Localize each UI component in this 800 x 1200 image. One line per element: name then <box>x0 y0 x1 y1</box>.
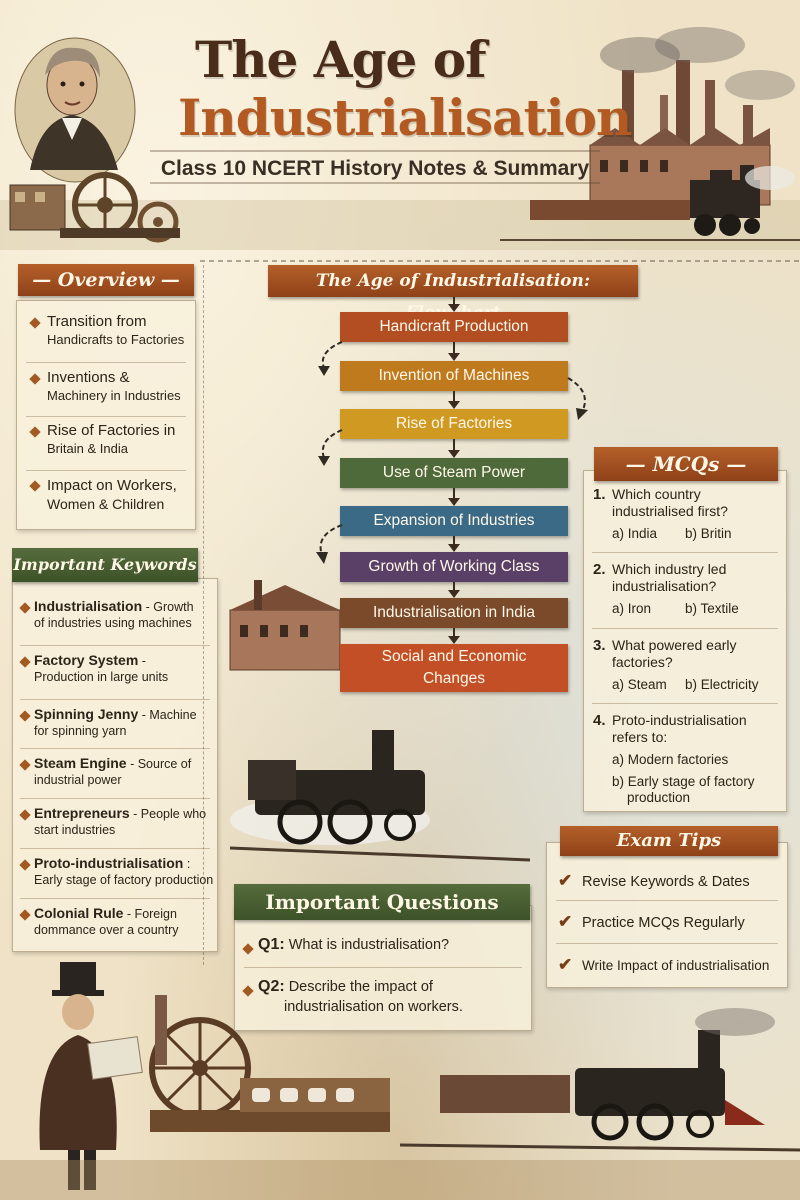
arrowhead-icon <box>576 408 588 420</box>
mcq-question: industrialised first? <box>612 503 728 519</box>
mcq-option-b: production <box>627 790 691 805</box>
arrowhead-icon <box>448 636 460 644</box>
question-item: Q1: What is industrialisation? <box>258 936 450 953</box>
divider <box>20 898 210 899</box>
divider <box>20 798 210 799</box>
check-icon: ✔ <box>558 912 573 931</box>
column-divider <box>203 265 204 965</box>
mcq-question: refers to: <box>612 729 668 745</box>
keyword-item: Factory System - Production in large units <box>34 652 169 684</box>
flowchart-curved-arrows <box>300 320 610 580</box>
exam-tips-heading: Exam Tips <box>560 826 778 856</box>
overview-item: Impact on Workers, Women & Children <box>47 477 177 512</box>
divider <box>20 699 210 700</box>
overview-item: Transition from Handicrafts to Factories <box>47 313 185 347</box>
arrowhead-icon <box>318 456 330 466</box>
divider <box>592 703 778 704</box>
arrowhead-icon <box>448 304 460 312</box>
mcq-option-b: b) Early stage of factory <box>612 774 755 789</box>
mcq-question: What powered early <box>612 637 737 653</box>
check-icon: ✔ <box>558 871 573 890</box>
flowchart-step: Industrialisation in India <box>340 598 568 628</box>
locomotive-illustration <box>230 730 530 860</box>
arrowhead-icon <box>448 590 460 598</box>
flowchart-step: Expansion of Industries <box>340 506 568 536</box>
keyword-item: Colonial Rule - Foreign dommance over a country <box>34 905 179 937</box>
divider <box>26 416 186 417</box>
keyword-item: Entrepreneurs - People who start industries <box>34 805 207 837</box>
page-title-line1: The Age of <box>195 30 486 89</box>
divider <box>556 900 778 901</box>
divider <box>20 748 210 749</box>
heading-rule <box>200 260 800 262</box>
flowchart-step: Handicraft Production <box>340 312 568 342</box>
arrowhead-icon <box>318 366 330 376</box>
flowchart-step: Growth of Working Class <box>340 552 568 582</box>
gentleman-illustration <box>39 962 142 1190</box>
check-icon: ✔ <box>558 955 573 974</box>
mcq-option-b: b) Electricity <box>685 677 759 692</box>
divider <box>26 470 186 471</box>
question-item: Q2: Describe the impact of industrialisation on workers. <box>258 978 463 1015</box>
divider <box>244 967 522 968</box>
portrait-illustration <box>15 38 135 182</box>
mcq-number: 4. <box>593 712 606 729</box>
overview-item: Inventions & Machinery in Industries <box>47 369 181 403</box>
flowchart-step: Social and Economic Changes <box>340 644 568 692</box>
divider <box>26 362 186 363</box>
flowchart-step: Rise of Factories <box>340 409 568 439</box>
page-subtitle: Class 10 NCERT History Notes & Summary <box>150 150 600 184</box>
mcq-option-a: a) Steam <box>612 677 667 692</box>
factory-illustration <box>230 580 340 670</box>
mcq-question: Which industry led <box>612 561 727 577</box>
flowchart-connector <box>453 582 455 590</box>
mcq-number: 3. <box>593 637 606 654</box>
questions-heading: Important Questions <box>234 884 530 920</box>
flowchart-heading: The Age of Industrialisation: <box>268 265 638 297</box>
mcq-heading: — MCQs — <box>594 447 778 481</box>
flowchart-connector <box>453 297 455 304</box>
page-title-line2: Industrialisation <box>178 88 632 147</box>
mcq-number: 1. <box>593 486 606 503</box>
overview-heading: — Overview — <box>18 264 194 296</box>
exam-tip: Practice MCQs Regularly <box>582 915 745 931</box>
overview-item: Rise of Factories in Britain & India <box>47 422 176 456</box>
exam-tip: Write Impact of industrialisation <box>582 958 770 973</box>
mcq-option-a: a) Iron <box>612 601 652 616</box>
flowchart-step: Invention of Machines <box>340 361 568 391</box>
mcq-option-a: a) India <box>612 526 658 541</box>
divider <box>556 943 778 944</box>
exam-tip: Revise Keywords & Dates <box>582 874 750 890</box>
flowchart-step: Use of Steam Power <box>340 458 568 488</box>
mcq-option-b: b) Textile <box>685 601 739 616</box>
keyword-item: Industrialisation - Growth of industries using machines <box>34 598 194 630</box>
divider <box>20 645 210 646</box>
mcq-option-b: b) Britin <box>685 526 732 541</box>
mcq-question: factories? <box>612 654 673 670</box>
keyword-item: Spinning Jenny - Machine for spinning yarn <box>34 706 197 738</box>
mcq-number: 2. <box>593 561 606 578</box>
mcq-question: industrialisation? <box>612 578 717 594</box>
divider <box>20 848 210 849</box>
mcq-question: Proto-industrialisation <box>612 712 747 728</box>
flowchart-connector <box>453 628 455 636</box>
arrowhead-icon <box>316 552 328 564</box>
keywords-heading: Important Keywords <box>12 548 198 582</box>
divider <box>592 552 778 553</box>
mcq-question: Which country <box>612 486 701 502</box>
keyword-item: Steam Engine - Source of industrial power <box>34 755 192 787</box>
divider <box>592 628 778 629</box>
mcq-option-a: a) Modern factories <box>612 752 729 767</box>
keyword-item: Proto-industrialisation : Early stage of factory production <box>34 855 214 887</box>
